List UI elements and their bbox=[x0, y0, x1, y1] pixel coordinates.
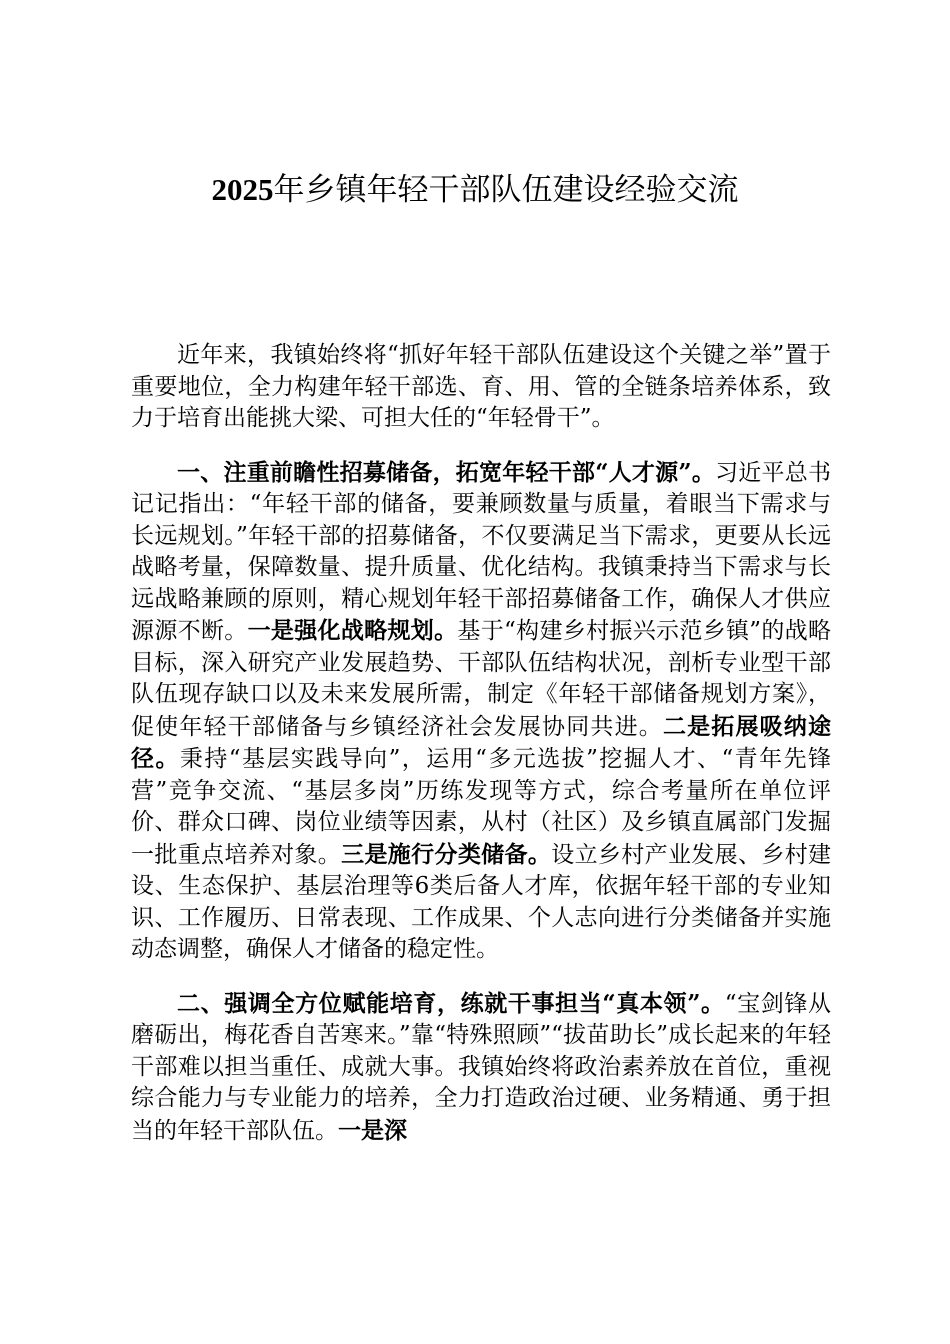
intro-paragraph: 近年来，我镇始终将“抓好年轻干部队伍建设这个关键之举”置于重要地位，全力构建年轻干部选、育、用、管的全链条培养体系，致力于培育出能挑大梁、可担大任的“年轻骨干”。 bbox=[131, 342, 831, 431]
section-1-text: 习近平总书记记指出：“年轻干部的储备，要兼顾数量与质量，着眼当下需求与长远规划。”年轻干部的招募储备，不仅要满足当下需求，更要从长远战略考量，保障数量、提升质量、优化结构。我镇秉持当下需求与长远战略兼顾的原则，精心规划年轻干部招募储备工作，确保人才供应源源不断。 bbox=[131, 459, 831, 644]
title-text: 年乡镇年轻干部队伍建设经验交流 bbox=[273, 172, 739, 208]
section-1-point-1-label: 一是强化战略规划。 bbox=[247, 617, 458, 644]
section-2-point-1-label: 一是深 bbox=[338, 1116, 407, 1144]
title-year: 2025 bbox=[211, 172, 274, 207]
section-1-paragraph bbox=[131, 457, 831, 966]
section-2-heading: 二、强调全方位赋能培育，练就干事担当“真本领”。 bbox=[177, 989, 725, 1017]
section-1-heading: 一、注重前瞻性招募储备，拓宽年轻干部“人才源”。 bbox=[177, 458, 716, 486]
section-2-text: “宝剑锋从磨砺出，梅花香自苦寒来。”靠“特殊照顾”“拔苗助长”成长起来的年轻干部难以担当重任、成就大事。我镇始终将政治素养放在首位，重视综合能力与专业能力的培养，全力打造政治过硬、业务精通、勇于担当的年轻干部队伍。 bbox=[131, 990, 831, 1144]
section-1-point-3-label: 三是施行分类储备。 bbox=[341, 840, 552, 868]
document-body bbox=[131, 340, 831, 1147]
section-1-point-1-text: 基于“构建乡村振兴示范乡镇”的战略目标，深入研究产业发展趋势、干部队伍结构状况，剖析专业型干部队伍现存缺口以及未来发展所需，制定《年轻干部储备规划方案》，促使年轻干部储备与乡镇经济社会发展协同共进。 bbox=[131, 618, 831, 740]
section-2-paragraph bbox=[131, 988, 831, 1148]
section-1-point-2-label: 二是拓展吸纳途径。 bbox=[131, 712, 832, 772]
section-1-point-3-text: 设立乡村产业发展、乡村建设、生态保护、基层治理等6类后备人才库，依据年轻干部的专业知识、工作履历、日常表现、工作成果、个人志向进行分类储备并实施动态调整，确保人才储备的稳定性。 bbox=[131, 841, 832, 962]
document-title bbox=[0, 168, 950, 212]
section-1-point-2-text: 秉持“基层实践导向”，运用“多元选拔”挖掘人才、“青年先锋营”竞争交流、“基层多岗”历练发现等方式，综合考量所在单位评价、群众口碑、岗位业绩等因素，从村（社区）及乡镇直属部门发掘一批重点培养对象。 bbox=[131, 746, 832, 868]
